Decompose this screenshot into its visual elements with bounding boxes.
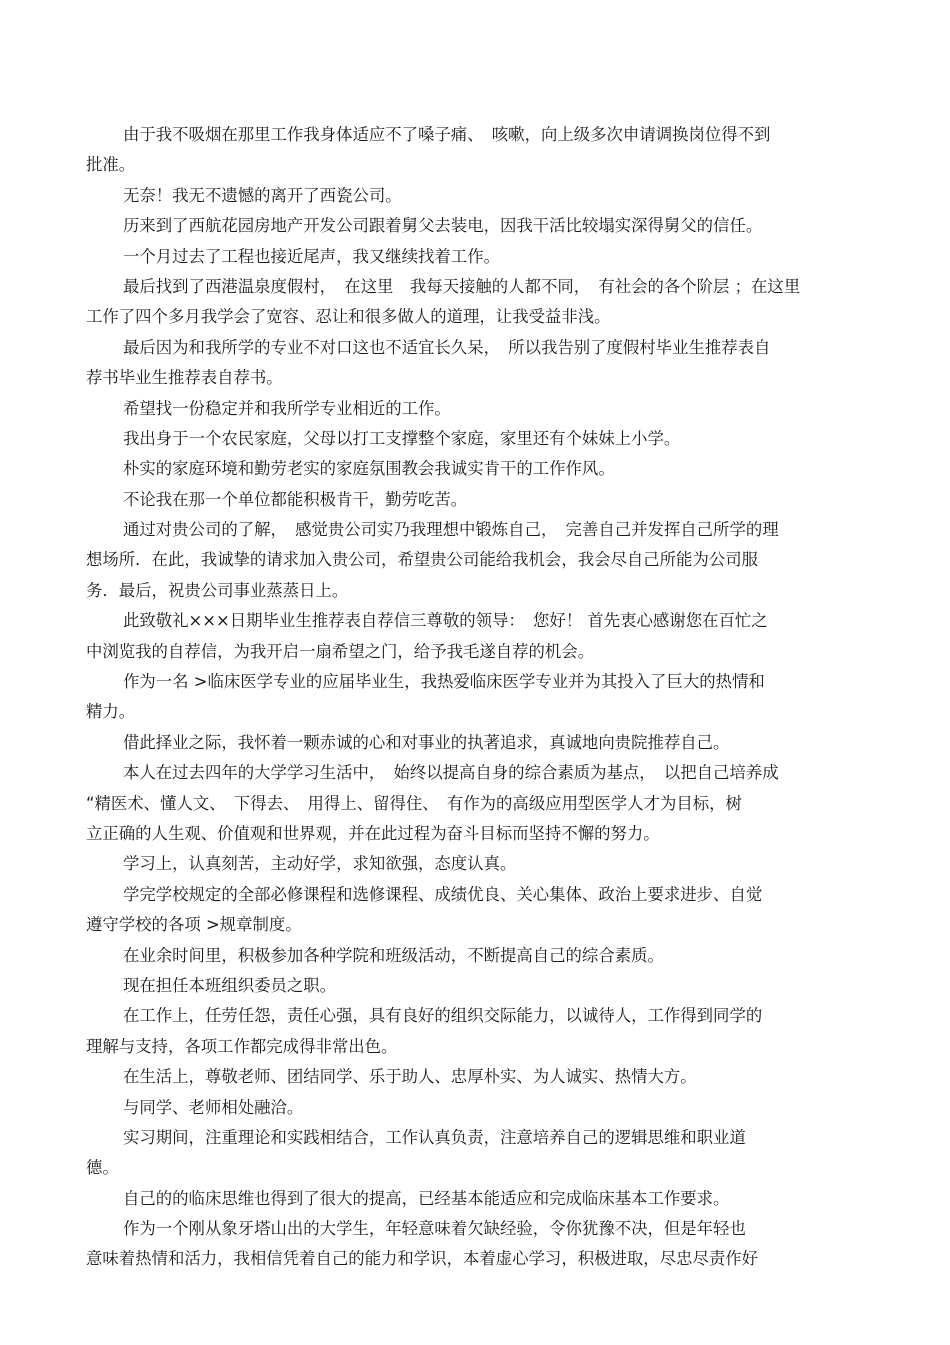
paragraph [86,1214,866,1275]
paragraph-line: 批准。 [86,155,136,175]
paragraph-line: 历来到了西航花园房地产开发公司跟着舅父去装电，因我干活比较塌实深得舅父的信任。 [123,216,763,236]
paragraph [86,242,866,272]
paragraph-line: 希望找一份稳定并和我所学专业相近的工作。 [123,398,451,418]
paragraph-line: 与同学、老师相处融洽。 [123,1097,304,1117]
paragraph-line: 借此择业之际，我怀着一颗赤诚的心和对事业的执著追求，真诚地向贵院推荐自己。 [123,732,730,752]
paragraph-line: 无奈！我无不遗憾的离开了西瓷公司。 [123,185,402,205]
paragraph [86,515,866,606]
document-body [86,120,866,1275]
paragraph [86,333,866,394]
paragraph [86,211,866,241]
paragraph-line: 在生活上，尊敬老师、团结同学、乐于助人、忠厚朴实、为人诚实、热情大方。 [123,1067,697,1087]
paragraph-line: 学完学校规定的全部必修课程和选修课程、成绩优良、关心集体、政治上要求进步、自觉 [123,884,763,904]
paragraph-line: 工作了四个多月我学会了宽容、忍让和很多做人的道理，让我受益非浅。 [86,307,611,327]
paragraph-line: 现在担任本班组织委员之职。 [123,975,337,995]
paragraph-line: “精医术、懂人文、 下得去、 用得上、留得住、 有作为的高级应用型医学人才为目标，树 [86,793,742,813]
paragraph [86,606,866,667]
paragraph-line: 不论我在那一个单位都能积极肯干，勤劳吃苦。 [123,489,468,509]
paragraph [86,272,866,333]
paragraph [86,424,866,454]
paragraph-line: 通过对贵公司的了解， 感觉贵公司实乃我理想中锻炼自己， 完善自己并发挥自己所学的理 [123,520,779,540]
paragraph-line: 作为一个刚从象牙塔山出的大学生，年轻意味着欠缺经验，令你犹豫不决，但是年轻也 [123,1219,746,1239]
paragraph [86,1001,866,1062]
paragraph-line: 荐书毕业生推荐表自荐书。 [86,368,283,388]
paragraph-line: 想场所．在此，我诚挚的请求加入贵公司，希望贵公司能给我机会，我会尽自己所能为公司服 [86,550,759,570]
paragraph-line: 在业余时间里，积极参加各种学院和班级活动，不断提高自己的综合素质。 [123,945,664,965]
paragraph [86,667,866,728]
paragraph-line: 学习上，认真刻苦，主动好学，求知欲强，态度认真。 [123,854,517,874]
paragraph [86,971,866,1001]
paragraph-line: 德。 [86,1158,119,1178]
paragraph [86,1184,866,1214]
paragraph-line: 自己的的临床思维也得到了很大的提高，已经基本能适应和完成临床基本工作要求。 [123,1188,730,1208]
paragraph [86,849,866,879]
paragraph [86,454,866,484]
paragraph-line: 由于我不吸烟在那里工作我身体适应不了嗓子痛、 咳嗽，向上级多次申请调换岗位得不到 [123,125,771,144]
paragraph-line: 在工作上，任劳任怨，责任心强，具有良好的组织交际能力，以诚待人，工作得到同学的 [123,1006,763,1026]
paragraph-line: 精力。 [86,702,136,722]
paragraph-line: 务．最后，祝贵公司事业蒸蒸日上。 [86,580,349,600]
paragraph [86,394,866,424]
paragraph-line: 实习期间，注重理论和实践相结合，工作认真负责，注意培养自己的逻辑思维和职业道 [123,1127,746,1147]
paragraph-line: 朴实的家庭环境和勤劳老实的家庭氛围教会我诚实肯干的工作作风。 [123,459,615,479]
paragraph-line: 理解与支持，各项工作都完成得非常出色。 [86,1036,398,1056]
paragraph-line: 中浏览我的自荐信，为我开启一扇希望之门，给予我毛遂自荐的机会。 [86,641,595,661]
paragraph [86,880,866,941]
paragraph-line: 一个月过去了工程也接近尾声，我又继续找着工作。 [123,246,500,266]
paragraph-line: 遵守学校的各项 >规章制度。 [86,915,302,935]
paragraph-line: 此致敬礼×××日期毕业生推荐表自荐信三尊敬的领导： 您好！ 首先衷心感谢您在百忙之 [123,611,768,631]
paragraph-line: 本人在过去四年的大学学习生活中， 始终以提高自身的综合素质为基点， 以把自己培养成 [123,763,779,783]
paragraph [86,1062,866,1092]
paragraph-line: 立正确的人生观、价值观和世界观，并在此过程为奋斗目标而坚持不懈的努力。 [86,823,660,843]
paragraph-line: 我出身于一个农民家庭，父母以打工支撑整个家庭，家里还有个妹妹上小学。 [123,428,681,448]
paragraph [86,1093,866,1123]
paragraph [86,728,866,758]
paragraph [86,181,866,211]
paragraph [86,485,866,515]
paragraph-line: 最后因为和我所学的专业不对口这也不适宜长久呆， 所以我告别了度假村毕业生推荐表自 [123,337,771,357]
paragraph-line: 最后找到了西港温泉度假村， 在这里 我每天接触的人都不同， 有社会的各个阶层 ；在这里 [123,276,801,296]
paragraph [86,1123,866,1184]
paragraph [86,941,866,971]
paragraph-line: 意味着热情和活力，我相信凭着自己的能力和学识，本着虚心学习，积极进取，尽忠尽责作好 [86,1249,759,1269]
paragraph [86,758,866,849]
paragraph-line: 作为一名 >临床医学专业的应届毕业生，我热爱临床医学专业并为其投入了巨大的热情和 [123,672,765,692]
paragraph [86,120,866,181]
